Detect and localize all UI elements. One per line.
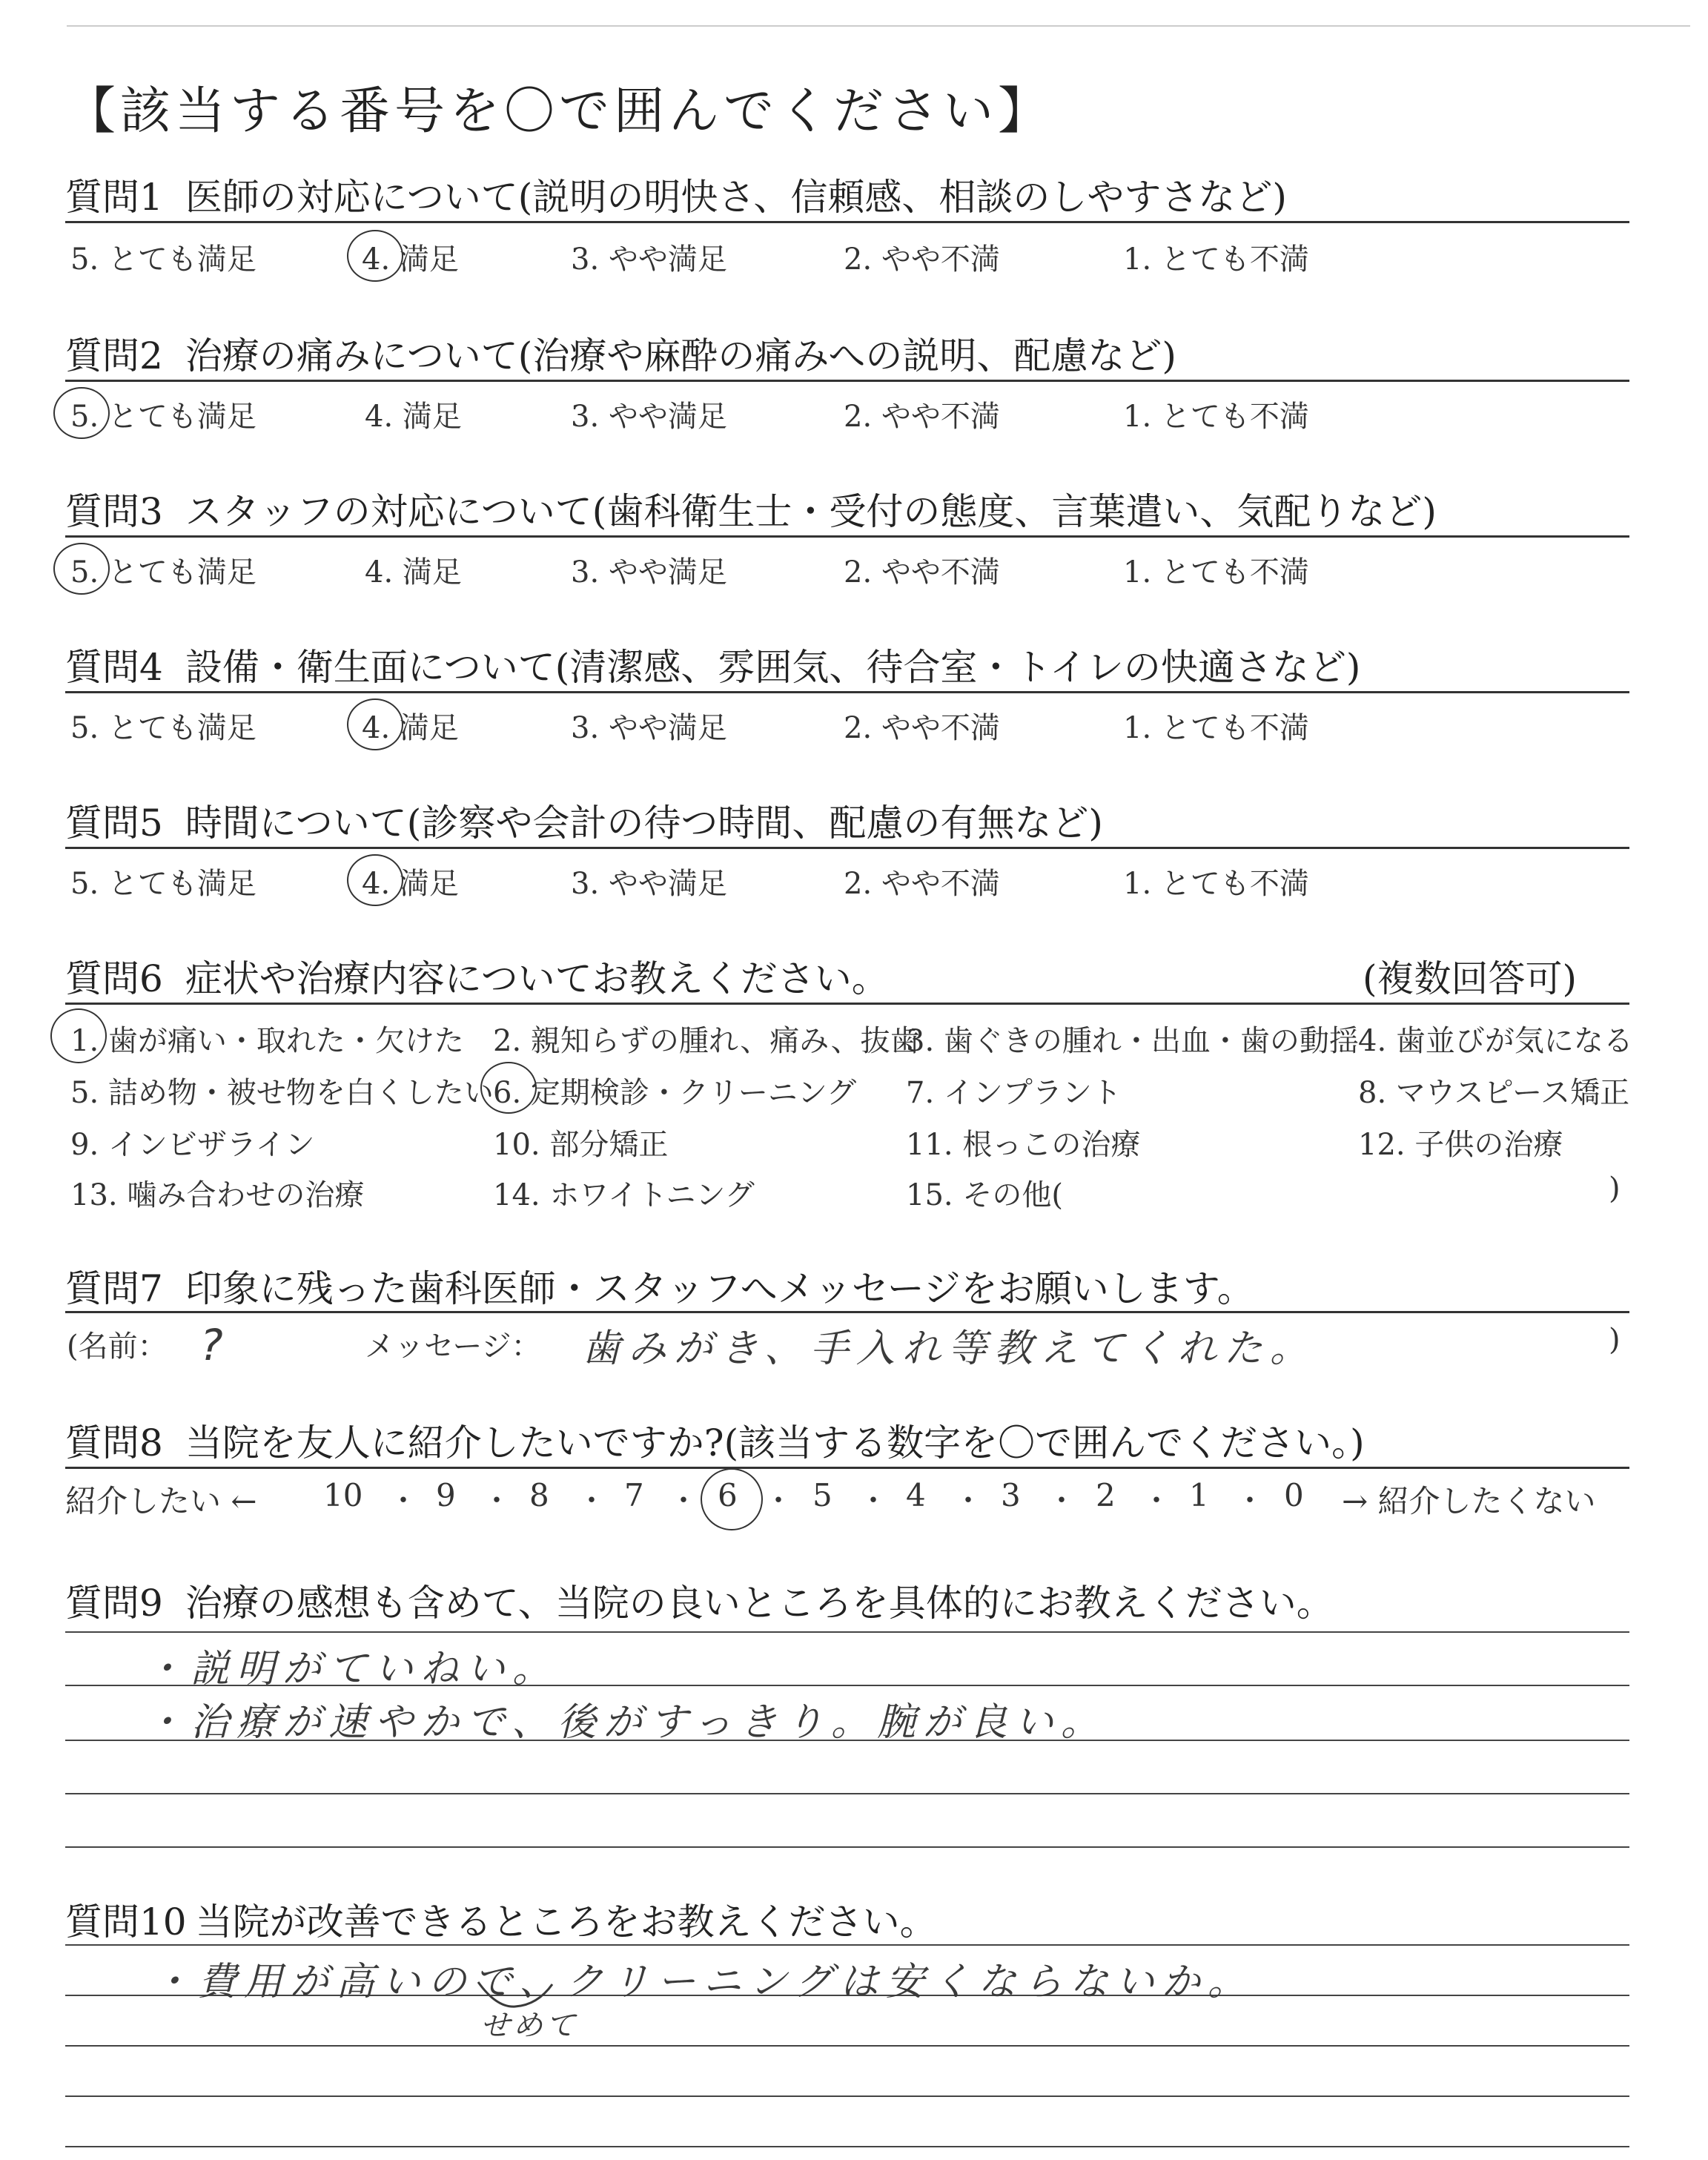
q5-number: 質問5: [65, 802, 163, 845]
q8-number: 質問8: [65, 1421, 163, 1464]
q8-scale-0[interactable]: 0: [1284, 1477, 1304, 1513]
q3-option-4[interactable]: 4. 満足: [365, 555, 462, 589]
q1-text: 医師の対応について(説明の明快さ、信頼感、相談のしやすさなど): [185, 176, 1287, 219]
q8-scale-7[interactable]: 7: [624, 1477, 644, 1513]
q4-rule: [65, 691, 1629, 693]
q6-rule: [65, 1003, 1629, 1005]
q7-name-label: (名前：: [67, 1330, 168, 1364]
q7-close: ): [1609, 1323, 1621, 1357]
q5-option-4[interactable]: 4. 満足: [362, 867, 459, 901]
q9-answer-1[interactable]: ・説明がていねい。: [145, 1647, 559, 1691]
q6-item-12[interactable]: 12. 子供の治療: [1358, 1128, 1563, 1162]
q3-option-1[interactable]: 1. とても不満: [1123, 555, 1309, 589]
q8-scale-2[interactable]: 2: [1096, 1477, 1116, 1513]
q6-item-2[interactable]: 2. 親知らずの腫れ、痛み、抜歯: [493, 1024, 920, 1058]
q6-item-10[interactable]: 10. 部分矯正: [493, 1128, 669, 1162]
q1-option-3[interactable]: 3. やや満足: [571, 242, 727, 277]
q7-name-value[interactable]: ?: [200, 1320, 231, 1370]
q3-option-3[interactable]: 3. やや満足: [571, 555, 727, 589]
q4-selection-circle: [347, 698, 403, 750]
q6-item-9[interactable]: 9. インビザライン: [70, 1128, 315, 1162]
q4-title: [65, 638, 1360, 691]
q3-rule: [65, 535, 1629, 538]
q5-text: 時間について(診察や会計の待つ時間、配慮の有無など): [185, 802, 1103, 845]
q3-option-2[interactable]: 2. やや不満: [844, 555, 1000, 589]
q1-option-2[interactable]: 2. やや不満: [844, 242, 1000, 277]
q5-title: [65, 793, 1103, 847]
q4-number: 質問4: [65, 646, 163, 689]
q6-item-1[interactable]: 1. 歯が痛い・取れた・欠けた: [70, 1024, 464, 1058]
q7-message-value[interactable]: 歯みがき、手入れ等教えてくれた。: [582, 1327, 1316, 1371]
q1-option-5[interactable]: 5. とても満足: [70, 242, 256, 277]
q9-title: [65, 1573, 1334, 1627]
q7-message-label: メッセージ：: [365, 1330, 541, 1364]
top-border: [67, 25, 1690, 27]
q8-dot: ・: [669, 1484, 698, 1518]
q10-answer-1[interactable]: ・費用が高いので、クリーニングは安くならないか。: [152, 1960, 1254, 2004]
q8-left-label: 紹介したい ←: [65, 1483, 257, 1519]
q10-number: 質問10: [65, 1900, 187, 1943]
q6-item-14[interactable]: 14. ホワイトニング: [493, 1178, 755, 1212]
q4-option-3[interactable]: 3. やや満足: [571, 711, 727, 745]
q6-item-15[interactable]: 15. その他(: [906, 1178, 1063, 1212]
q7-title: [65, 1259, 1254, 1312]
q8-dot: ・: [1142, 1484, 1171, 1518]
q8-selection-circle: [701, 1468, 763, 1530]
q1-title: [65, 168, 1287, 221]
q8-scale-8[interactable]: 8: [529, 1477, 549, 1513]
q3-option-5[interactable]: 5. とても満足: [70, 555, 256, 589]
q8-dot: ・: [858, 1484, 888, 1518]
q8-text: 当院を友人に紹介したいですか?(該当する数字を〇で囲んでください。): [185, 1421, 1365, 1464]
q8-scale-1[interactable]: 1: [1189, 1477, 1209, 1513]
q6-number: 質問6: [65, 957, 163, 1000]
q7-number: 質問7: [65, 1267, 163, 1310]
q6-item-13[interactable]: 13. 噛み合わせの治療: [70, 1178, 365, 1212]
q6-item-3[interactable]: 3. 歯ぐきの腫れ・出血・歯の動揺: [906, 1024, 1359, 1058]
q4-option-4[interactable]: 4. 満足: [362, 711, 459, 745]
q8-dot: ・: [388, 1484, 418, 1518]
q8-rule: [65, 1467, 1629, 1469]
q9-line-5: [65, 1846, 1629, 1848]
q6-multiple-note: (複数回答可): [1363, 957, 1578, 1000]
q1-option-4[interactable]: 4. 満足: [362, 242, 459, 277]
q8-title: [65, 1413, 1365, 1467]
q10-text: 当院が改善できるところをお教えください。: [195, 1900, 937, 1943]
page-heading: 【該当する番号を〇で囲んでください】: [65, 82, 1053, 141]
q6-text: 症状や治療内容についてお教えください。: [185, 957, 889, 1000]
q4-option-5[interactable]: 5. とても満足: [70, 711, 256, 745]
q9-line-4: [65, 1793, 1629, 1794]
q8-right-label: → 紹介したくない: [1342, 1483, 1596, 1519]
q2-option-3[interactable]: 3. やや満足: [571, 400, 727, 434]
q1-selection-circle: [347, 230, 403, 282]
q1-rule: [65, 221, 1629, 223]
q6-item-7[interactable]: 7. インプラント: [906, 1076, 1122, 1110]
q6-item-5[interactable]: 5. 詰め物・被せ物を白くしたい: [70, 1076, 494, 1110]
q2-option-5[interactable]: 5. とても満足: [70, 400, 256, 434]
q6-item-8[interactable]: 8. マウスピース矯正: [1358, 1076, 1630, 1110]
q8-scale-4[interactable]: 4: [906, 1477, 926, 1513]
q10-line-1: [65, 1944, 1629, 1946]
q8-scale-6[interactable]: 6: [718, 1477, 738, 1513]
q2-selection-circle: [53, 387, 110, 439]
q8-dot: ・: [1235, 1484, 1265, 1518]
q2-rule: [65, 380, 1629, 382]
q10-line-3: [65, 2045, 1629, 2047]
q8-dot: ・: [577, 1484, 606, 1518]
q6-selection-circle-6: [480, 1062, 537, 1114]
q9-line-1: [65, 1631, 1629, 1633]
q6-selection-circle-1: [50, 1008, 107, 1063]
q8-scale-5[interactable]: 5: [812, 1477, 833, 1513]
q6-title: [65, 949, 889, 1003]
q3-text: スタッフの対応について(歯科衛生士・受付の態度、言葉遣い、気配りなど): [185, 490, 1437, 533]
q4-option-2[interactable]: 2. やや不満: [844, 711, 1000, 745]
q8-dot: ・: [764, 1484, 793, 1518]
q2-option-1[interactable]: 1. とても不満: [1123, 400, 1309, 434]
q3-title: [65, 482, 1437, 535]
q8-dot: ・: [1047, 1484, 1076, 1518]
q3-selection-circle: [53, 543, 110, 595]
q9-text: 治療の感想も含めて、当院の良いところを具体的にお教えください。: [185, 1582, 1334, 1625]
q8-dot: ・: [482, 1484, 512, 1518]
q9-number: 質問9: [65, 1582, 163, 1625]
q5-option-1[interactable]: 1. とても不満: [1123, 867, 1309, 901]
q6-item-11[interactable]: 11. 根っこの治療: [906, 1128, 1141, 1162]
q1-option-1[interactable]: 1. とても不満: [1123, 242, 1309, 277]
q7-text: 印象に残った歯科医師・スタッフへメッセージをお願いします。: [185, 1267, 1254, 1310]
q7-rule: [65, 1311, 1629, 1313]
q9-answer-2[interactable]: ・治療が速やかで、後がすっきり。腕が良い。: [145, 1700, 1107, 1745]
q4-text: 設備・衛生面について(清潔感、雰囲気、待合室・トイレの快適さなど): [185, 646, 1361, 689]
q6-item-6[interactable]: 6. 定期検診・クリーニング: [493, 1076, 857, 1110]
q5-selection-circle: [347, 854, 403, 906]
q8-dot: ・: [953, 1484, 983, 1518]
q5-option-3[interactable]: 3. やや満足: [571, 867, 727, 901]
q2-number: 質問2: [65, 334, 163, 377]
q6-item-4[interactable]: 4. 歯並びが気になる: [1358, 1024, 1633, 1058]
q4-option-1[interactable]: 1. とても不満: [1123, 711, 1309, 745]
q5-option-2[interactable]: 2. やや不満: [844, 867, 1000, 901]
q2-text: 治療の痛みについて(治療や麻酔の痛みへの説明、配慮など): [185, 334, 1176, 377]
q8-scale-3[interactable]: 3: [1001, 1477, 1021, 1513]
q10-title: [65, 1892, 937, 1946]
q6-other-close: ): [1609, 1172, 1621, 1206]
q8-scale-9[interactable]: 9: [436, 1477, 456, 1513]
q8-scale-10[interactable]: 10: [323, 1477, 363, 1513]
q10-insertion-mark: [474, 1978, 556, 2015]
q10-line-5: [65, 2146, 1629, 2147]
q2-title: [65, 326, 1176, 380]
q10-line-4: [65, 2095, 1629, 2097]
q10-insertion[interactable]: せめて: [480, 2009, 578, 2043]
q3-number: 質問3: [65, 490, 163, 533]
q5-rule: [65, 847, 1629, 849]
q2-option-2[interactable]: 2. やや不満: [844, 400, 1000, 434]
q2-option-4[interactable]: 4. 満足: [365, 400, 462, 434]
q1-number: 質問1: [65, 176, 163, 219]
q5-option-5[interactable]: 5. とても満足: [70, 867, 256, 901]
